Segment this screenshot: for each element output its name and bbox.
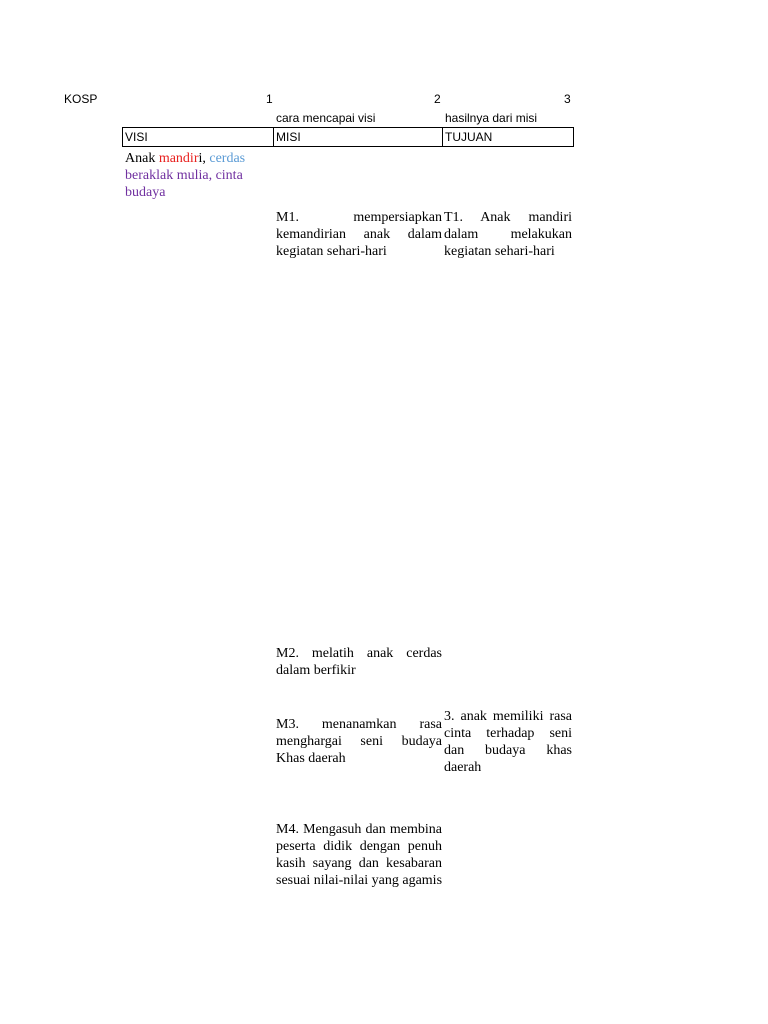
tujuan-item-1: T1. Anak mandiri dalam melakukan kegiatan sehari-hari (444, 210, 572, 259)
visi-word-cerdas: cerdas (209, 151, 246, 166)
column-number-2: 2 (434, 92, 441, 106)
visi-word-berakhlak: beraklak mulia, cinta budaya (125, 168, 243, 200)
misi-item-2: M2. melatih anak cerdas dalam berfikir (276, 646, 442, 678)
header-cell-tujuan: TUJUAN (442, 127, 574, 147)
column-number-3: 3 (564, 92, 571, 106)
visi-word-anak: Anak (125, 151, 159, 166)
misi-column-note: cara mencapai visi (276, 111, 376, 125)
visi-word-mandiri: mandir (158, 151, 199, 166)
column-number-1: 1 (266, 92, 273, 106)
misi-item-4: M4. Mengasuh dan membina peserta didik dengan penuh kasih sayang dan kesabaran sesuai nilai-nilai yang agamis (276, 822, 443, 888)
tujuan-item-3: 3. anak memiliki rasa cinta terhadap seni dan budaya khas daerah (444, 709, 572, 775)
visi-text (125, 150, 265, 201)
visi-comma: , (202, 151, 210, 166)
misi-item-3: M3. menanamkan rasa menghargai seni budaya Khas daerah (276, 717, 442, 766)
header-cell-misi: MISI (273, 127, 443, 147)
misi-item-1: M1. mempersiapkan kemandirian anak dalam kegiatan sehari-hari (276, 210, 442, 259)
header-cell-visi: VISI (122, 127, 274, 147)
visi-word-mandiri-end: i (198, 151, 203, 166)
kosp-label: KOSP (64, 92, 98, 106)
tujuan-column-note: hasilnya dari misi (445, 111, 538, 125)
